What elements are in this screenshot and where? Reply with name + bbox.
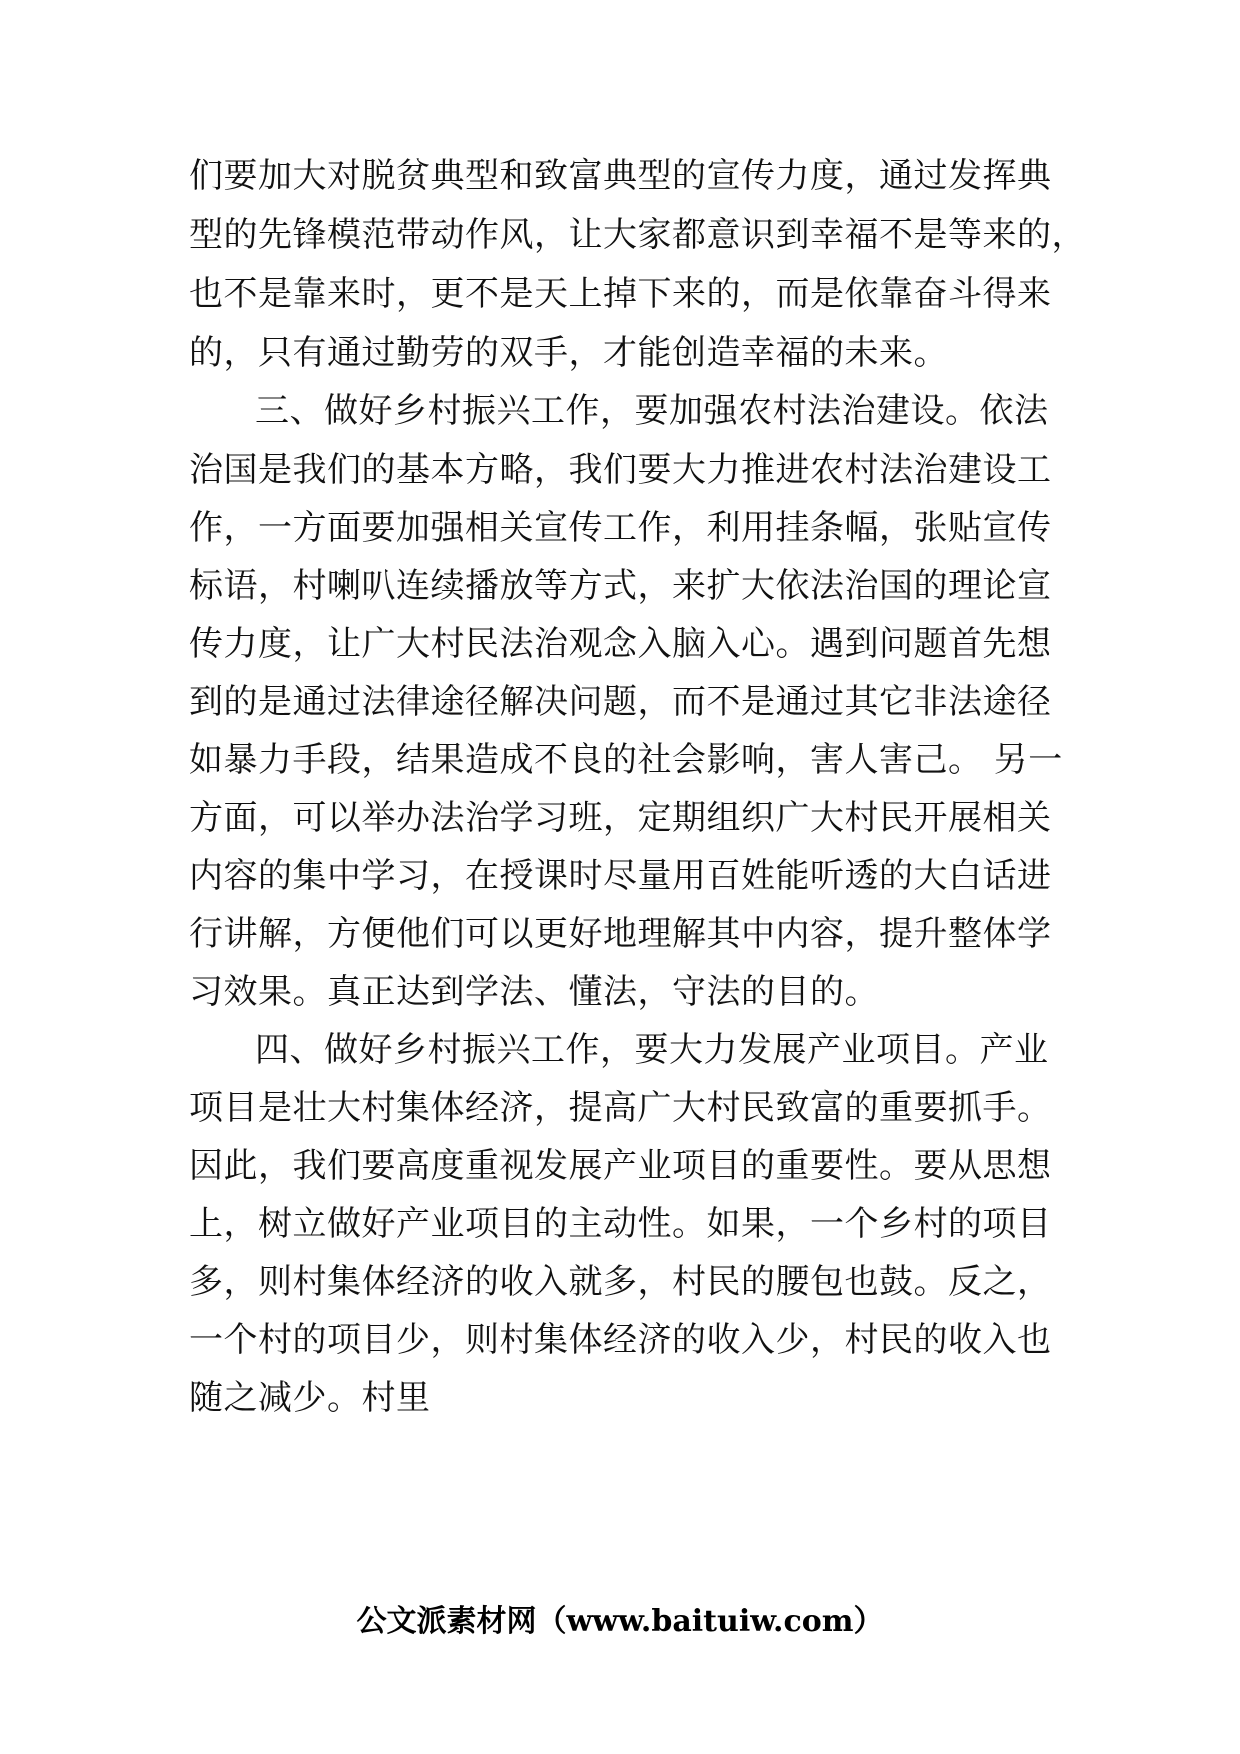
- text-line: 到的是通过法律途径解决问题，而不是通过其它非法途径: [189, 682, 1052, 722]
- text-line: 多，则村集体经济的收入就多，村民的腰包也鼓。反之，: [189, 1262, 1052, 1302]
- text-line: 也不是靠来时，更不是天上掉下来的，而是依靠奋斗得来: [189, 274, 1052, 314]
- footer-watermark: 公文派素材网（www.baituiw.com）: [356, 1604, 884, 1639]
- text-line: 因此，我们要高度重视发展产业项目的重要性。要从思想: [189, 1146, 1052, 1186]
- text-line: 的，只有通过勤劳的双手，才能创造幸福的未来。: [189, 333, 948, 373]
- text-line: 项目是壮大村集体经济，提高广大村民致富的重要抓手。: [189, 1088, 1052, 1128]
- text-line: 传力度，让广大村民法治观念入脑入心。遇到问题首先想: [189, 624, 1052, 664]
- text-line: 一个村的项目少，则村集体经济的收入少，村民的收入也: [189, 1320, 1052, 1360]
- text-line: 型的先锋模范带动作风，让大家都意识到幸福不是等来的，: [189, 215, 1086, 255]
- text-line: 治国是我们的基本方略，我们要大力推进农村法治建设工: [189, 450, 1052, 490]
- text-line: 随之减少。村里: [189, 1378, 431, 1418]
- paragraph-heading-line: 四、做好乡村振兴工作，要大力发展产业项目。产业: [255, 1030, 1049, 1070]
- text-line: 习效果。真正达到学法、懂法，守法的目的。: [189, 972, 879, 1012]
- text-line: 方面，可以举办法治学习班，定期组织广大村民开展相关: [189, 798, 1052, 838]
- text-line: 作，一方面要加强相关宣传工作，利用挂条幅，张贴宣传: [189, 508, 1052, 548]
- text-line: 上，树立做好产业项目的主动性。如果，一个乡村的项目: [189, 1204, 1052, 1244]
- text-line: 内容的集中学习，在授课时尽量用百姓能听透的大白话进: [189, 856, 1052, 896]
- text-line: 如暴力手段，结果造成不良的社会影响，害人害己。 另一: [189, 740, 1063, 780]
- text-line: 行讲解，方便他们可以更好地理解其中内容，提升整体学: [189, 914, 1052, 954]
- text-line: 标语，村喇叭连续播放等方式，来扩大依法治国的理论宣: [189, 566, 1052, 606]
- text-line: 们要加大对脱贫典型和致富典型的宣传力度，通过发挥典: [189, 156, 1052, 196]
- paragraph-heading-line: 三、做好乡村振兴工作，要加强农村法治建设。依法: [255, 391, 1049, 431]
